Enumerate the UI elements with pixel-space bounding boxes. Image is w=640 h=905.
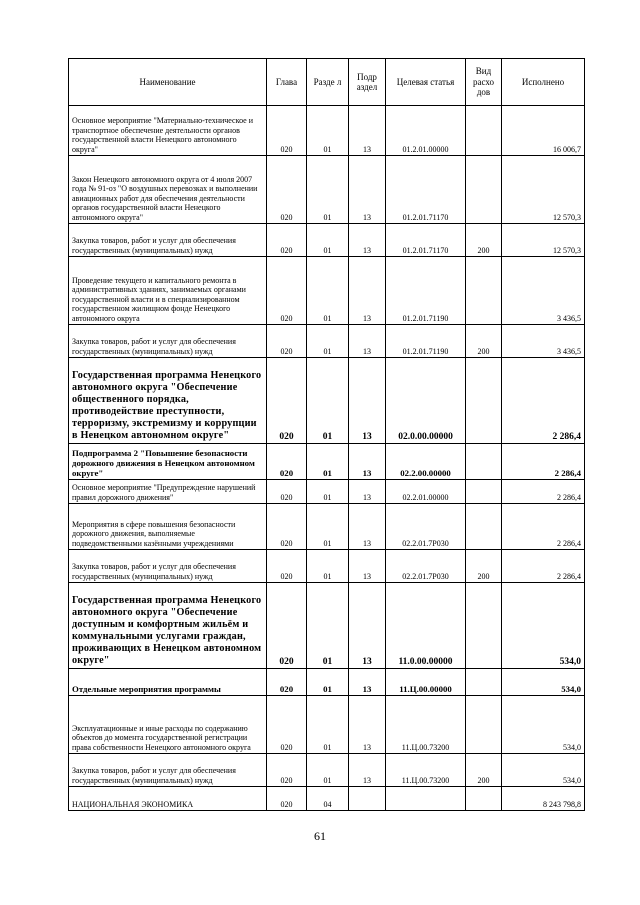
- row-section: 01: [307, 106, 349, 156]
- row-target: 01.2.01.71170: [386, 224, 466, 257]
- table-row: [69, 787, 585, 811]
- row-target: 02.0.00.00000: [386, 358, 466, 444]
- row-section: 01: [307, 480, 349, 504]
- row-executed: 2 286,4: [502, 550, 585, 583]
- header-subsection: Подр аздел: [349, 59, 386, 106]
- row-target: 01.2.01.71170: [386, 156, 466, 224]
- row-executed: 534,0: [502, 583, 585, 669]
- row-target: 11.Ц.00.00000: [386, 669, 466, 696]
- row-chapter: 020: [267, 754, 307, 787]
- row-executed: 2 286,4: [502, 504, 585, 550]
- row-name: Закон Ненецкого автономного округа от 4 июля 2007 года № 91-оз "О воздушных перевозках и выполнении авиационных работ для обеспечения деятельности органов государственной власти Ненецкого автономного округа": [69, 156, 267, 224]
- row-section: 01: [307, 325, 349, 358]
- table-row: [69, 224, 585, 257]
- table-row: [69, 156, 585, 224]
- row-subsection: 13: [349, 696, 386, 754]
- row-name: Закупка товаров, работ и услуг для обеспечения государственных (муниципальных) нужд: [69, 550, 267, 583]
- row-chapter: 020: [267, 787, 307, 811]
- row-target: 11.Ц.00.73200: [386, 696, 466, 754]
- row-chapter: 020: [267, 550, 307, 583]
- row-section: 01: [307, 550, 349, 583]
- row-target: [386, 787, 466, 811]
- row-executed: 12 570,3: [502, 224, 585, 257]
- row-executed: 3 436,5: [502, 325, 585, 358]
- row-type: [466, 444, 502, 480]
- table-row: [69, 106, 585, 156]
- row-target: 02.2.01.7Р030: [386, 504, 466, 550]
- row-target: 02.2.01.7Р030: [386, 550, 466, 583]
- row-section: 01: [307, 669, 349, 696]
- row-subsection: 13: [349, 754, 386, 787]
- row-executed: 2 286,4: [502, 480, 585, 504]
- row-name: Государственная программа Ненецкого автономного округа "Обеспечение общественного порядка, противодействие преступности, терроризму, экстремизму и коррупции в Ненецком автономном округе": [69, 358, 267, 444]
- row-name: Мероприятия в сфере повышения безопасности дорожного движения, выполняемые подведомственными казёнными учреждениями: [69, 504, 267, 550]
- table-row: [69, 550, 585, 583]
- table-header-row: [69, 59, 585, 106]
- row-subsection: 13: [349, 444, 386, 480]
- row-type: [466, 480, 502, 504]
- row-chapter: 020: [267, 156, 307, 224]
- row-chapter: 020: [267, 444, 307, 480]
- budget-table: [68, 58, 585, 811]
- row-target: 11.0.00.00000: [386, 583, 466, 669]
- row-chapter: 020: [267, 669, 307, 696]
- row-executed: 8 243 798,8: [502, 787, 585, 811]
- row-target: 02.2.00.00000: [386, 444, 466, 480]
- row-target: 01.2.01.71190: [386, 257, 466, 325]
- table-row: [69, 358, 585, 444]
- row-executed: 2 286,4: [502, 358, 585, 444]
- row-target: 11.Ц.00.73200: [386, 754, 466, 787]
- row-type: [466, 358, 502, 444]
- row-subsection: 13: [349, 550, 386, 583]
- header-executed: Исполнено: [502, 59, 585, 106]
- row-type: [466, 106, 502, 156]
- row-name: Закупка товаров, работ и услуг для обеспечения государственных (муниципальных) нужд: [69, 224, 267, 257]
- row-name: Проведение текущего и капитального ремонта в административных зданиях, занимаемых органами государственной власти и в специализированном государственном жилищном фонде Ненецкого автономного округа: [69, 257, 267, 325]
- row-chapter: 020: [267, 358, 307, 444]
- row-name: Закупка товаров, работ и услуг для обеспечения государственных (муниципальных) нужд: [69, 325, 267, 358]
- row-name: НАЦИОНАЛЬНАЯ ЭКОНОМИКА: [69, 787, 267, 811]
- row-section: 01: [307, 444, 349, 480]
- row-type: 200: [466, 224, 502, 257]
- row-subsection: 13: [349, 480, 386, 504]
- header-chapter: Глава: [267, 59, 307, 106]
- row-type: [466, 156, 502, 224]
- row-type: 200: [466, 550, 502, 583]
- row-chapter: 020: [267, 224, 307, 257]
- row-type: [466, 787, 502, 811]
- table-row: [69, 504, 585, 550]
- table-row: [69, 669, 585, 696]
- header-name: Наименование: [69, 59, 267, 106]
- row-executed: 2 286,4: [502, 444, 585, 480]
- row-name: Эксплуатационные и иные расходы по содержанию объектов до момента государственной регистрации права собственности Ненецкого автономного округа: [69, 696, 267, 754]
- row-chapter: 020: [267, 257, 307, 325]
- page-number: 61: [314, 829, 326, 843]
- row-subsection: 13: [349, 224, 386, 257]
- row-subsection: 13: [349, 583, 386, 669]
- table-row: [69, 583, 585, 669]
- row-subsection: 13: [349, 257, 386, 325]
- row-executed: 534,0: [502, 669, 585, 696]
- row-section: 04: [307, 787, 349, 811]
- row-chapter: 020: [267, 325, 307, 358]
- row-subsection: 13: [349, 504, 386, 550]
- row-chapter: 020: [267, 696, 307, 754]
- row-target: 02.2.01.00000: [386, 480, 466, 504]
- row-type: 200: [466, 325, 502, 358]
- header-target: Целевая статья: [386, 59, 466, 106]
- row-type: 200: [466, 754, 502, 787]
- row-section: 01: [307, 696, 349, 754]
- row-executed: 534,0: [502, 696, 585, 754]
- row-subsection: 13: [349, 325, 386, 358]
- row-type: [466, 696, 502, 754]
- row-type: [466, 583, 502, 669]
- row-chapter: 020: [267, 504, 307, 550]
- table-row: [69, 325, 585, 358]
- row-name: Отдельные мероприятия программы: [69, 669, 267, 696]
- row-section: 01: [307, 257, 349, 325]
- row-chapter: 020: [267, 106, 307, 156]
- row-subsection: 13: [349, 669, 386, 696]
- header-type: Вид расхо дов: [466, 59, 502, 106]
- table-row: [69, 696, 585, 754]
- table-row: [69, 257, 585, 325]
- row-executed: 16 006,7: [502, 106, 585, 156]
- row-type: [466, 257, 502, 325]
- row-name: Государственная программа Ненецкого автономного округа "Обеспечение доступным и комфортным жильём и коммунальными услугами граждан, проживающих в Ненецком автономном округе": [69, 583, 267, 669]
- row-section: 01: [307, 754, 349, 787]
- row-target: 01.2.01.71190: [386, 325, 466, 358]
- table-row: [69, 480, 585, 504]
- row-name: Подпрограмма 2 "Повышение безопасности дорожного движения в Ненецком автономном округе": [69, 444, 267, 480]
- row-executed: 3 436,5: [502, 257, 585, 325]
- header-section: Разде л: [307, 59, 349, 106]
- row-section: 01: [307, 583, 349, 669]
- row-executed: 12 570,3: [502, 156, 585, 224]
- row-chapter: 020: [267, 480, 307, 504]
- row-section: 01: [307, 504, 349, 550]
- row-subsection: [349, 787, 386, 811]
- row-chapter: 020: [267, 583, 307, 669]
- row-type: [466, 504, 502, 550]
- row-name: Основное мероприятие "Материально-техническое и транспортное обеспечение деятельности органов государственной власти Ненецкого автономного округа": [69, 106, 267, 156]
- table-row: [69, 444, 585, 480]
- row-name: Закупка товаров, работ и услуг для обеспечения государственных (муниципальных) нужд: [69, 754, 267, 787]
- row-section: 01: [307, 224, 349, 257]
- row-subsection: 13: [349, 358, 386, 444]
- row-section: 01: [307, 156, 349, 224]
- row-type: [466, 669, 502, 696]
- row-target: 01.2.01.00000: [386, 106, 466, 156]
- table-row: [69, 754, 585, 787]
- row-subsection: 13: [349, 106, 386, 156]
- row-subsection: 13: [349, 156, 386, 224]
- row-executed: 534,0: [502, 754, 585, 787]
- row-section: 01: [307, 358, 349, 444]
- row-name: Основное мероприятие "Предупреждение нарушений правил дорожного движения": [69, 480, 267, 504]
